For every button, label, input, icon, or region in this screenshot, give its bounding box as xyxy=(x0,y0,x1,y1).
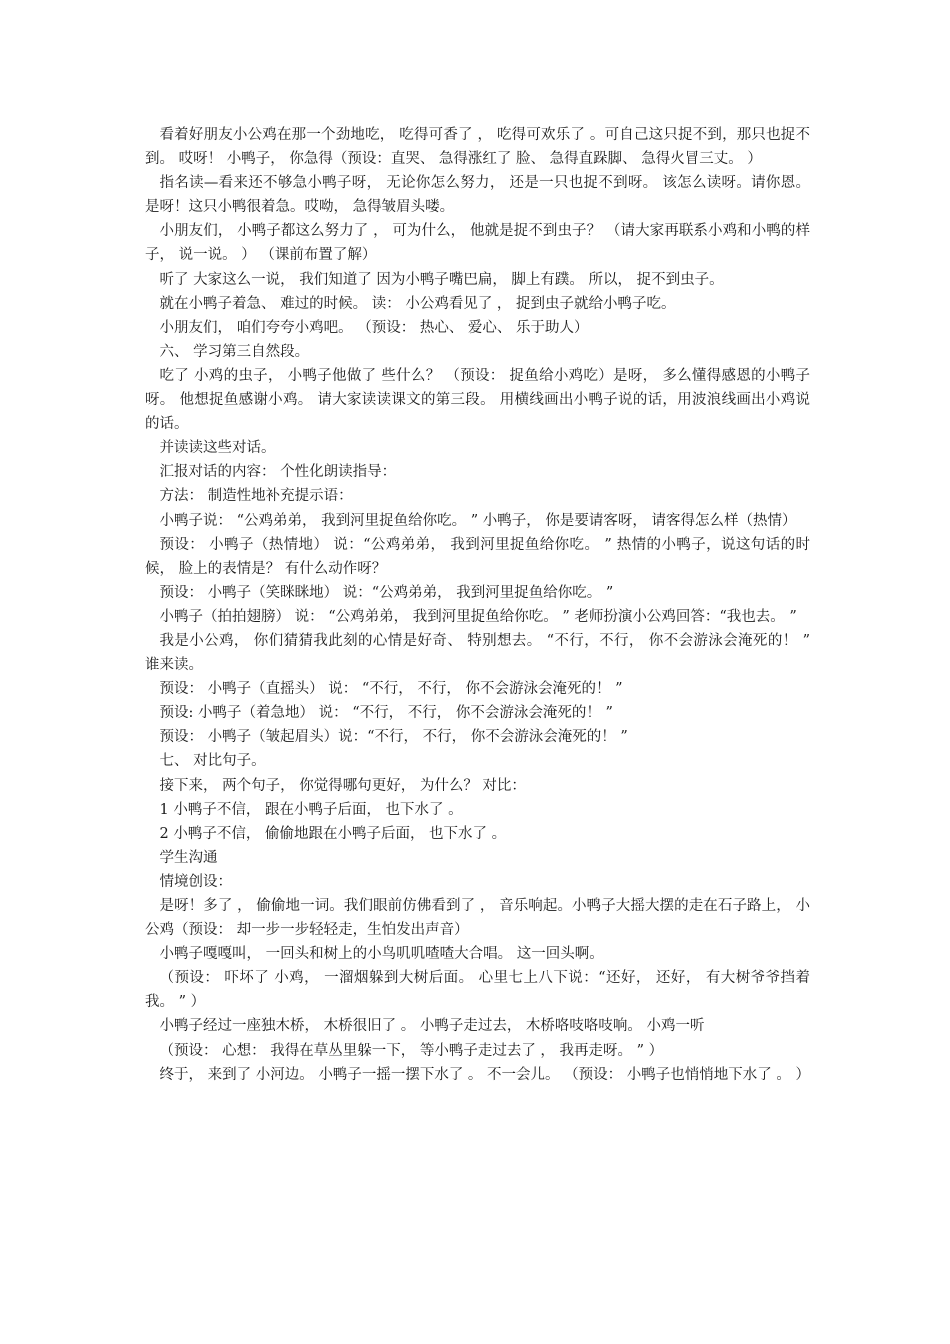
paragraph: 并读读这些对话。 xyxy=(159,440,276,457)
paragraph: 情境创设： xyxy=(159,873,232,890)
document-body xyxy=(145,123,810,1087)
paragraph: 接下来， 两个句子， 你觉得哪句更好， 为什么？ 对比： xyxy=(159,777,526,794)
paragraph: 小鸭子经过一座独木桥， 木桥很旧了 。 小鸭子走过去， 木桥咯吱咯吱响。 小鸡一听 xyxy=(159,1018,705,1035)
paragraph: 我是小公鸡， 你们猜猜我此刻的心情是好奇、 特别想去。 “不行，不行， 你不会游泳会淹死的！ ” 谁来读。 xyxy=(145,632,810,674)
paragraph: 就在小鸭子着急、 难过的时候。 读： 小公鸡看见了 ， 捉到虫子就给小鸭子吃。 xyxy=(159,295,676,312)
paragraph: 终于， 来到了 小河边。 小鸭子一摇一摆下水了 。 不一会儿。 （预设： 小鸭子也悄悄地下水了 。 ） xyxy=(159,1066,810,1083)
paragraph: 预设： 小鸭子（笑眯眯地） 说：“公鸡弟弟， 我到河里捉鱼给你吃。 ” xyxy=(159,584,614,601)
paragraph: （预设： 吓坏了 小鸡， 一溜烟躲到大树后面。 心里七上八下说：“还好， 还好， 有大树爷爷挡着我。 ” ） xyxy=(145,970,810,1011)
paragraph: 2 小鸭子不信， 偷偷地跟在小鸭子后面， 也下水了 。 xyxy=(159,825,507,842)
paragraph: 预设： 小鸭子（直摇头） 说： “不行， 不行， 你不会游泳会淹死的！ ” xyxy=(159,681,623,698)
section-heading: 六、 学习第三自然段。 xyxy=(159,343,310,360)
paragraph: 方法： 制造性地补充提示语： xyxy=(159,488,353,505)
paragraph: 预设： 小鸭子（热情地） 说：“公鸡弟弟， 我到河里捉鱼给你吃。 ” 热情的小鸭子，说这句话的时候， 脸上的表情是？ 有什么动作呀？ xyxy=(145,536,810,577)
paragraph: 预设: 小鸭子（着急地） 说： “不行， 不行， 你不会游泳会淹死的！ ” xyxy=(159,705,613,722)
paragraph: 小朋友们， 小鸭子都这么努力了 ， 可为什么， 他就是捉不到虫子？ （请大家再联系小鸡和小鸭的样子， 说一说。 ） （课前布置了解） xyxy=(145,223,810,264)
paragraph: 听了 大家这么一说， 我们知道了 因为小鸭子嘴巴扁， 脚上有蹼。 所以， 捉不到虫子。 xyxy=(159,271,724,288)
section-heading: 七、 对比句子。 xyxy=(159,753,266,770)
paragraph: 指名读—看来还不够急小鸭子呀， 无论你怎么努力， 还是一只也捉不到呀。 该怎么读呀。请你恩。 是呀！这只小鸭很着急。哎呦， 急得皱眉头喽。 xyxy=(145,175,810,216)
paragraph: 小鸭子（拍拍翅膀） 说： “公鸡弟弟， 我到河里捉鱼给你吃。 ” 老师扮演小公鸡回答：“我也去。 ” xyxy=(159,608,797,625)
paragraph: 小朋友们， 咱们夸夸小鸡吧。 （预设： 热心、 爱心、 乐于助人） xyxy=(159,319,589,336)
paragraph: 是呀！多了 ， 偷偷地一词。我们眼前仿佛看到了 ， 音乐响起。小鸭子大摇大摆的走在石子路上， 小公鸡（预设： 却一步一步轻轻走，生怕发出声音） xyxy=(145,898,810,939)
paragraph: 1 小鸭子不信， 跟在小鸭子后面， 也下水了 。 xyxy=(159,801,463,818)
paragraph: 小鸭子说： “公鸡弟弟， 我到河里捉鱼给你吃。 ” 小鸭子， 你是要请客呀， 请客得怎么样（热情） xyxy=(159,512,797,529)
paragraph: 小鸭子嘎嘎叫， 一回头和树上的小鸟叽叽喳喳大合唱。 这一回头啊。 xyxy=(159,946,604,963)
paragraph: （预设： 心想： 我得在草丛里躲一下， 等小鸭子走过去了 ， 我再走呀。 ” ） xyxy=(159,1042,664,1059)
paragraph: 看着好朋友小公鸡在那一个劲地吃， 吃得可香了 ， 吃得可欢乐了 。可自己这只捉不到，那只也捉不到。 哎呀！ 小鸭子， 你急得（预设：直哭、 急得涨红了 脸、 急得直跺脚、 急得火冒三丈。 ） xyxy=(145,127,810,168)
paragraph: 预设： 小鸭子（皱起眉头）说：“不行， 不行， 你不会游泳会淹死的！ ” xyxy=(159,729,628,746)
paragraph: 汇报对话的内容： 个性化朗读指导： xyxy=(159,464,397,481)
paragraph: 吃了 小鸡的虫子， 小鸭子他做了 些什么？ （预设： 捉鱼给小鸡吃）是呀， 多么懂得感恩的小鸭子呀。 他想捉鱼感谢小鸡。 请大家读读课文的第三段。 用横线画出小鸭子说的话，用波浪线画出小鸡说的话。 xyxy=(145,367,810,433)
paragraph: 学生沟通 xyxy=(159,849,218,866)
